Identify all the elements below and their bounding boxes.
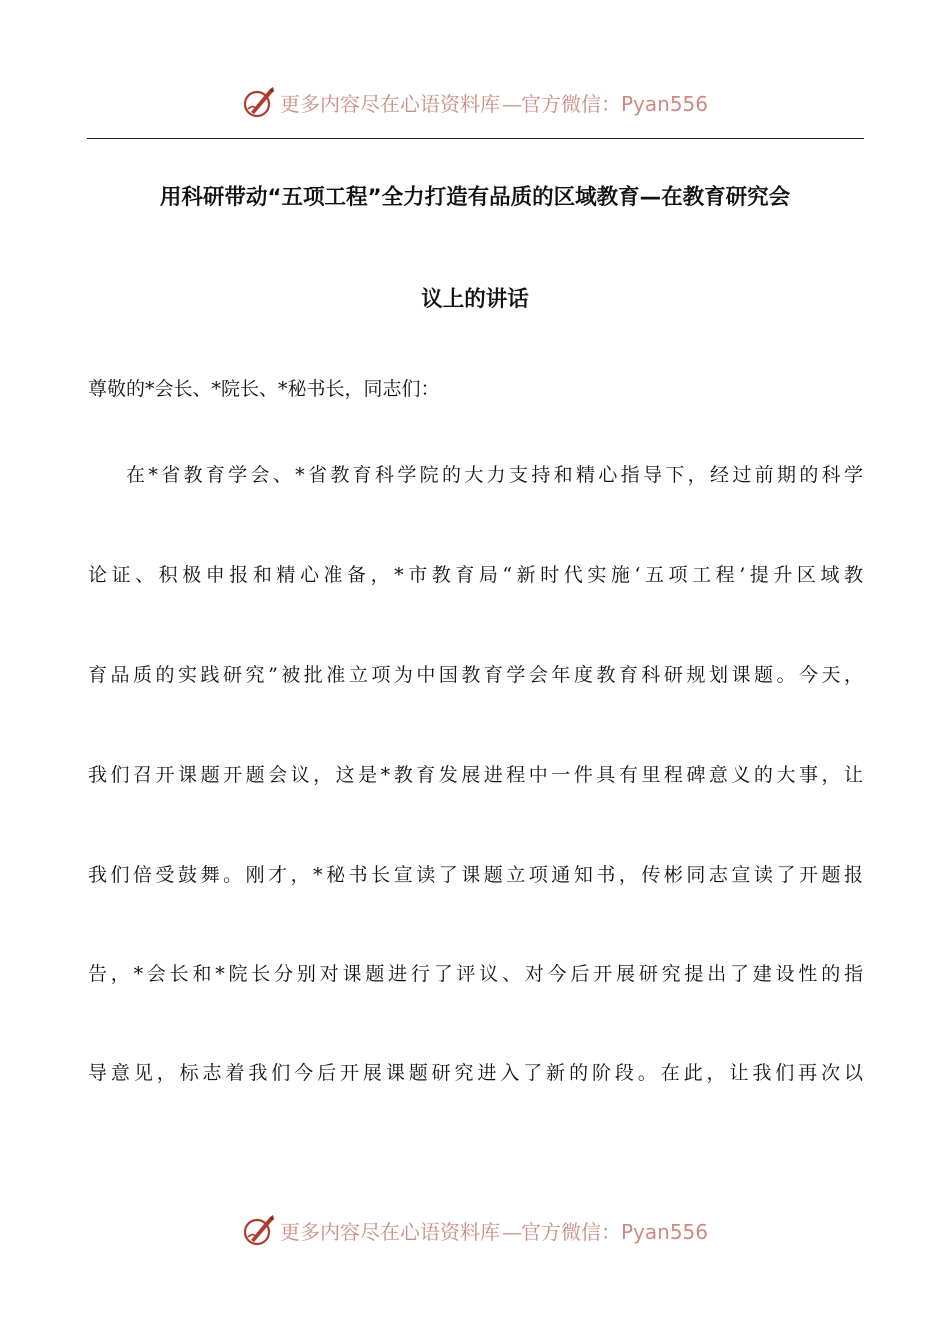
pen-circle-icon <box>242 1213 276 1247</box>
header-banner-handle: Pyan556 <box>620 91 708 116</box>
header-banner-official: 官方微信： <box>520 91 621 116</box>
document-title-line-2: 议上的讲话 <box>421 287 529 312</box>
paragraph-line: 论证、积极申报和精心准备，*市教育局“新时代实施‘五项工程’提升区域教 <box>88 564 863 586</box>
footer-banner-content <box>242 1213 708 1247</box>
header-banner-separator: — <box>501 91 519 116</box>
paragraph-line: 我们召开课题开题会议，这是*教育发展进程中一件具有里程碑意义的大事，让 <box>88 764 863 786</box>
footer-banner-official: 官方微信： <box>520 1219 621 1244</box>
footer-banner-separator: — <box>501 1219 519 1244</box>
salutation: 尊敬的*会长、*院长、*秘书长，同志们： <box>88 378 440 400</box>
header-banner <box>0 80 950 124</box>
header-banner-main: 更多内容尽在心语资料库 <box>279 91 500 116</box>
document-title-line-1: 用科研带动“五项工程”全力打造有品质的区域教育—在教育研究会 <box>159 185 791 210</box>
footer-banner <box>0 1208 950 1252</box>
paragraph-line: 导意见，标志着我们今后开展课题研究进入了新的阶段。在此，让我们再次以 <box>88 1062 863 1084</box>
paragraph-line: 育品质的实践研究”被批准立项为中国教育学会年度教育科研规划课题。今天， <box>88 664 863 686</box>
header-banner-text <box>280 88 708 117</box>
footer-banner-handle: Pyan556 <box>620 1219 708 1244</box>
paragraph-line: 在*省教育学会、*省教育科学院的大力支持和精心指导下，经过前期的科学 <box>126 464 863 486</box>
footer-banner-text <box>280 1216 708 1245</box>
pen-circle-icon <box>242 85 276 119</box>
footer-banner-main: 更多内容尽在心语资料库 <box>279 1219 500 1244</box>
paragraph-line: 我们倍受鼓舞。刚才，*秘书长宣读了课题立项通知书，传彬同志宣读了开题报 <box>88 864 863 886</box>
header-divider <box>87 138 864 139</box>
paragraph-line: 告，*会长和*院长分别对课题进行了评议、对今后开展研究提出了建设性的指 <box>88 963 863 985</box>
header-banner-content <box>242 85 708 119</box>
